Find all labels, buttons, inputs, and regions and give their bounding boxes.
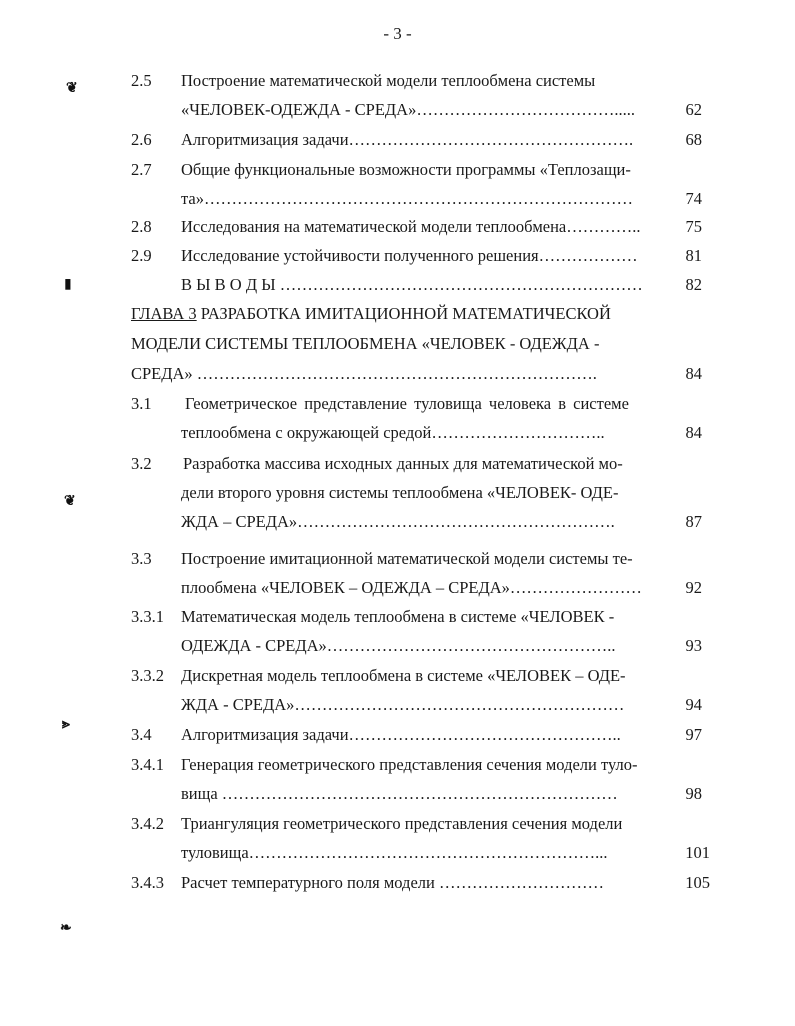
entry-title: Алгоритмизация задачи……………………………………………. <box>181 130 634 149</box>
entry-title: Построение имитационной математической модели системы те- <box>181 549 633 568</box>
entry-page: 92 <box>685 578 702 597</box>
entry-number: 3.3.2 <box>131 666 164 685</box>
entry-title: Исследование устойчивости полученного решения……………… <box>181 246 638 265</box>
chapter-title-cont-2: СРЕДА» ………………………………………………………………. <box>131 364 597 383</box>
entry-number: 2.7 <box>131 160 152 179</box>
entry-page: 75 <box>685 217 702 236</box>
entry-number: 3.2 <box>131 454 152 473</box>
chapter-title-cont: МОДЕЛИ СИСТЕМЫ ТЕПЛООБМЕНА «ЧЕЛОВЕК - ОДЕЖДА - <box>131 334 600 353</box>
entry-page: 94 <box>685 695 702 714</box>
entry-title: Математическая модель теплообмена в системе «ЧЕЛОВЕК - <box>181 607 615 626</box>
entry-title-cont: теплообмена с окружающей средой………………………….. <box>181 423 605 442</box>
scan-mark-1: ❦ <box>66 81 78 96</box>
chapter-heading <box>131 304 611 324</box>
entry-title-cont: ОДЕЖДА - СРЕДА»…………………………………………….. <box>181 636 616 655</box>
entry-title: Генерация геометрического представления сечения модели туло- <box>181 755 638 774</box>
entry-title: В Ы В О Д Ы ………………………………………………………… <box>181 275 643 294</box>
entry-page: 93 <box>685 636 702 655</box>
chapter-label: ГЛАВА 3 <box>131 304 197 323</box>
entry-number: 3.4.2 <box>131 814 164 833</box>
entry-title-cont: вища ……………………………………………………………… <box>181 784 618 803</box>
entry-page: 87 <box>685 512 702 531</box>
scan-mark-3: ❦ <box>64 494 76 509</box>
entry-title: Общие функциональные возможности программы «Теплозащи- <box>181 160 631 179</box>
entry-title-cont-2: ЖДА – СРЕДА»…………………………………………………. <box>181 512 615 531</box>
entry-page: 98 <box>685 784 702 803</box>
entry-title: Геометрическое представление туловища человека в системе <box>185 394 629 413</box>
entry-number: 3.3 <box>131 549 152 568</box>
entry-number: 3.4.3 <box>131 873 164 892</box>
entry-title-cont: плообмена «ЧЕЛОВЕК – ОДЕЖДА – СРЕДА»…………………… <box>181 578 642 597</box>
scan-mark-4: ⪢ <box>62 717 70 732</box>
entry-title: Алгоритмизация задачи………………………………………….. <box>181 725 621 744</box>
entry-title-cont: дели второго уровня системы теплообмена «ЧЕЛОВЕК- ОДЕ- <box>181 483 619 502</box>
entry-page: 101 <box>685 843 710 862</box>
entry-number: 3.1 <box>131 394 152 413</box>
entry-title-cont: та»…………………………………………………………………… <box>181 189 633 208</box>
entry-number: 2.6 <box>131 130 152 149</box>
entry-page: 82 <box>685 275 702 294</box>
entry-page: 62 <box>685 100 702 119</box>
entry-title: Разработка массива исходных данных для математической мо- <box>183 454 623 473</box>
entry-page: 74 <box>685 189 702 208</box>
entry-page: 68 <box>685 130 702 149</box>
entry-number: 2.9 <box>131 246 152 265</box>
scan-mark-5: ❧ <box>60 921 72 936</box>
chapter-title: РАЗРАБОТКА ИМИТАЦИОННОЙ МАТЕМАТИЧЕСКОЙ <box>196 304 611 323</box>
entry-title-cont: «ЧЕЛОВЕК-ОДЕЖДА - СРЕДА»………………………………..... <box>181 100 635 119</box>
entry-title: Построение математической модели теплообмена системы <box>181 71 596 90</box>
entry-number: 2.8 <box>131 217 152 236</box>
entry-number: 3.4 <box>131 725 152 744</box>
entry-title-cont: туловища………………………………………………………... <box>181 843 608 862</box>
entry-number: 3.4.1 <box>131 755 164 774</box>
entry-page: 84 <box>685 423 702 442</box>
entry-page: 97 <box>685 725 702 744</box>
entry-page: 84 <box>685 364 702 383</box>
scan-mark-2: ▮ <box>64 277 72 292</box>
entry-number: 2.5 <box>131 71 152 90</box>
entry-title: Исследования на математической модели теплообмена………….. <box>181 217 641 236</box>
page-number: - 3 - <box>383 24 412 43</box>
entry-title: Дискретная модель теплообмена в системе «ЧЕЛОВЕК – ОДЕ- <box>181 666 626 685</box>
entry-title: Триангуляция геометрического представления сечения модели <box>181 814 623 833</box>
entry-page: 105 <box>685 873 710 892</box>
entry-title: Расчет температурного поля модели ………………………… <box>181 873 604 892</box>
entry-number: 3.3.1 <box>131 607 164 626</box>
entry-page: 81 <box>685 246 702 265</box>
entry-title-cont: ЖДА - СРЕДА»…………………………………………………… <box>181 695 625 714</box>
